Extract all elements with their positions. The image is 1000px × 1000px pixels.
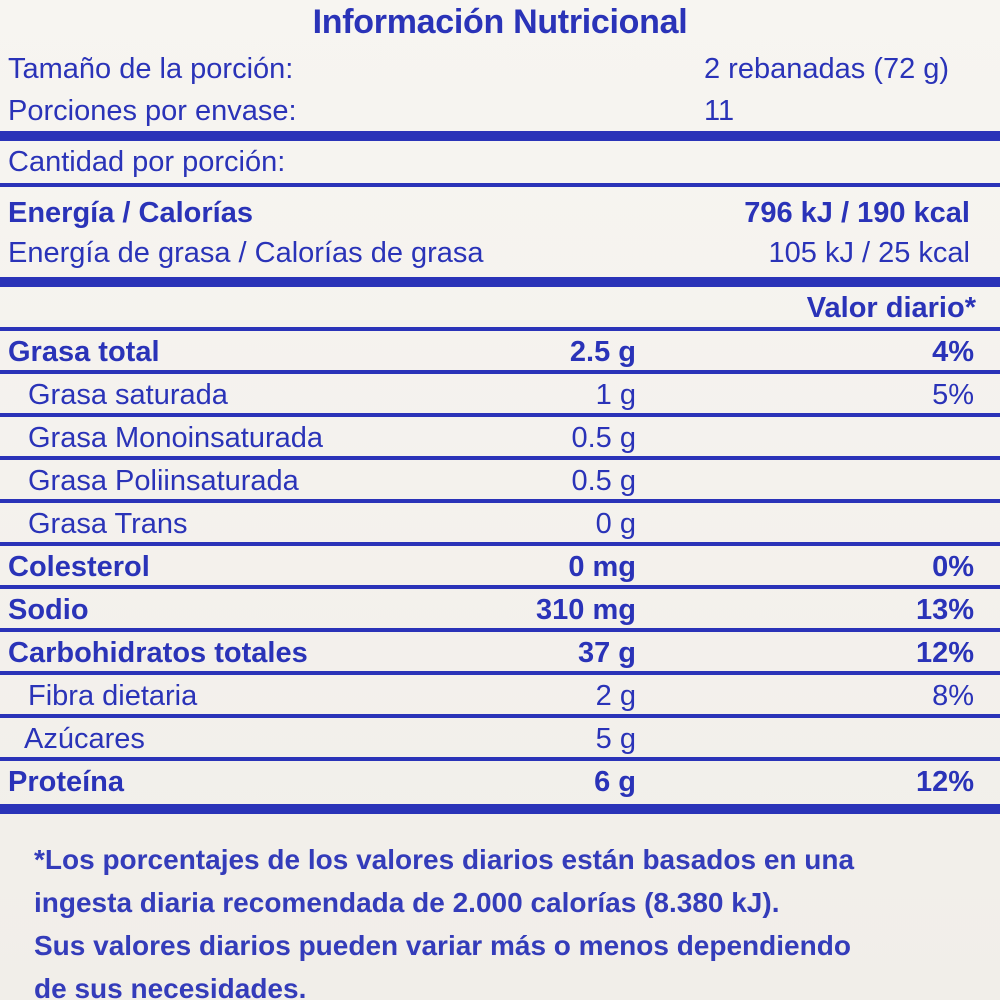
footnote-line: *Los porcentajes de los valores diarios están basados en una xyxy=(34,844,855,875)
nutrient-row-protein xyxy=(0,761,1000,803)
fat-energy-row xyxy=(0,232,1000,274)
fat-energy-label: Energía de grasa / Calorías de grasa xyxy=(8,237,484,269)
footnote-line: de sus necesidades. xyxy=(34,973,307,1000)
nutrient-daily-value: 4% xyxy=(932,336,974,368)
nutrient-row-total-fat xyxy=(0,331,1000,373)
nutrient-row-saturated-fat xyxy=(0,374,1000,416)
amount-per-serving-row xyxy=(0,141,1000,183)
nutrient-row-sugars xyxy=(0,718,1000,760)
nutrient-name: Proteína xyxy=(8,766,125,798)
nutrient-name: Grasa Trans xyxy=(28,508,188,540)
nutrient-name: Grasa Monoinsaturada xyxy=(28,422,323,454)
nutrient-amount: 0.5 g xyxy=(571,422,636,454)
nutrient-name: Fibra dietaria xyxy=(28,680,198,712)
fat-energy-value: 105 kJ / 25 kcal xyxy=(768,237,970,269)
nutrient-row-total-carbohydrates xyxy=(0,632,1000,674)
nutrient-name: Grasa saturada xyxy=(28,379,228,411)
servings-per-container-value: 11 xyxy=(704,95,735,127)
energy-label: Energía / Calorías xyxy=(8,197,253,229)
nutrient-row-trans-fat xyxy=(0,503,1000,545)
servings-per-container-label: Porciones por envase: xyxy=(8,95,297,127)
nutrient-row-polyunsaturated-fat xyxy=(0,460,1000,502)
nutrient-daily-value: 0% xyxy=(932,551,974,583)
daily-value-header: Valor diario* xyxy=(806,292,976,324)
divider-thick xyxy=(0,131,1000,141)
nutrient-row-cholesterol xyxy=(0,546,1000,588)
nutrient-name: Sodio xyxy=(8,594,89,626)
divider-thick xyxy=(0,277,1000,287)
nutrient-daily-value: 12% xyxy=(915,637,974,669)
nutrient-row-dietary-fiber xyxy=(0,675,1000,717)
nutrient-amount: 310 mg xyxy=(536,594,636,626)
daily-value-header-row xyxy=(0,287,1000,329)
nutrient-daily-value: 13% xyxy=(915,594,974,626)
energy-value: 796 kJ / 190 kcal xyxy=(744,197,970,229)
nutrient-row-sodium xyxy=(0,589,1000,631)
nutrient-name: Carbohidratos totales xyxy=(8,637,308,669)
nutrient-amount: 37 g xyxy=(577,637,636,669)
serving-size-label: Tamaño de la porción: xyxy=(8,53,294,85)
nutrient-amount: 1 g xyxy=(595,379,636,411)
nutrient-amount: 2 g xyxy=(595,680,636,712)
footnote-line: Sus valores diarios pueden variar más o menos dependiendo xyxy=(34,930,851,961)
nutrient-daily-value: 12% xyxy=(915,766,974,798)
nutrient-name: Grasa total xyxy=(8,336,160,368)
nutrient-amount: 2.5 g xyxy=(569,336,636,368)
nutrient-daily-value: 5% xyxy=(932,379,974,411)
divider-thick xyxy=(0,804,1000,814)
nutrient-amount: 0 g xyxy=(595,508,636,540)
footnote-line: ingesta diaria recomendada de 2.000 calorías (8.380 kJ). xyxy=(34,887,780,918)
label-title: Información Nutricional xyxy=(312,3,688,41)
amount-per-serving-label: Cantidad por porción: xyxy=(8,146,286,178)
servings-per-container-row xyxy=(0,90,1000,132)
nutrient-name: Colesterol xyxy=(8,551,150,583)
nutrient-name: Grasa Poliinsaturada xyxy=(28,465,299,497)
nutrient-amount: 0 mg xyxy=(568,551,636,583)
nutrient-amount: 0.5 g xyxy=(571,465,636,497)
divider xyxy=(0,183,1000,187)
nutrient-amount: 6 g xyxy=(594,766,636,798)
daily-value-footnote xyxy=(34,838,994,1000)
serving-size-value: 2 rebanadas (72 g) xyxy=(704,53,950,85)
serving-size-row xyxy=(0,48,1000,90)
nutrient-name: Azúcares xyxy=(24,723,145,755)
energy-row xyxy=(0,192,1000,234)
nutrient-row-monounsaturated-fat xyxy=(0,417,1000,459)
nutrient-daily-value: 8% xyxy=(932,680,974,712)
nutrient-amount: 5 g xyxy=(595,723,636,755)
